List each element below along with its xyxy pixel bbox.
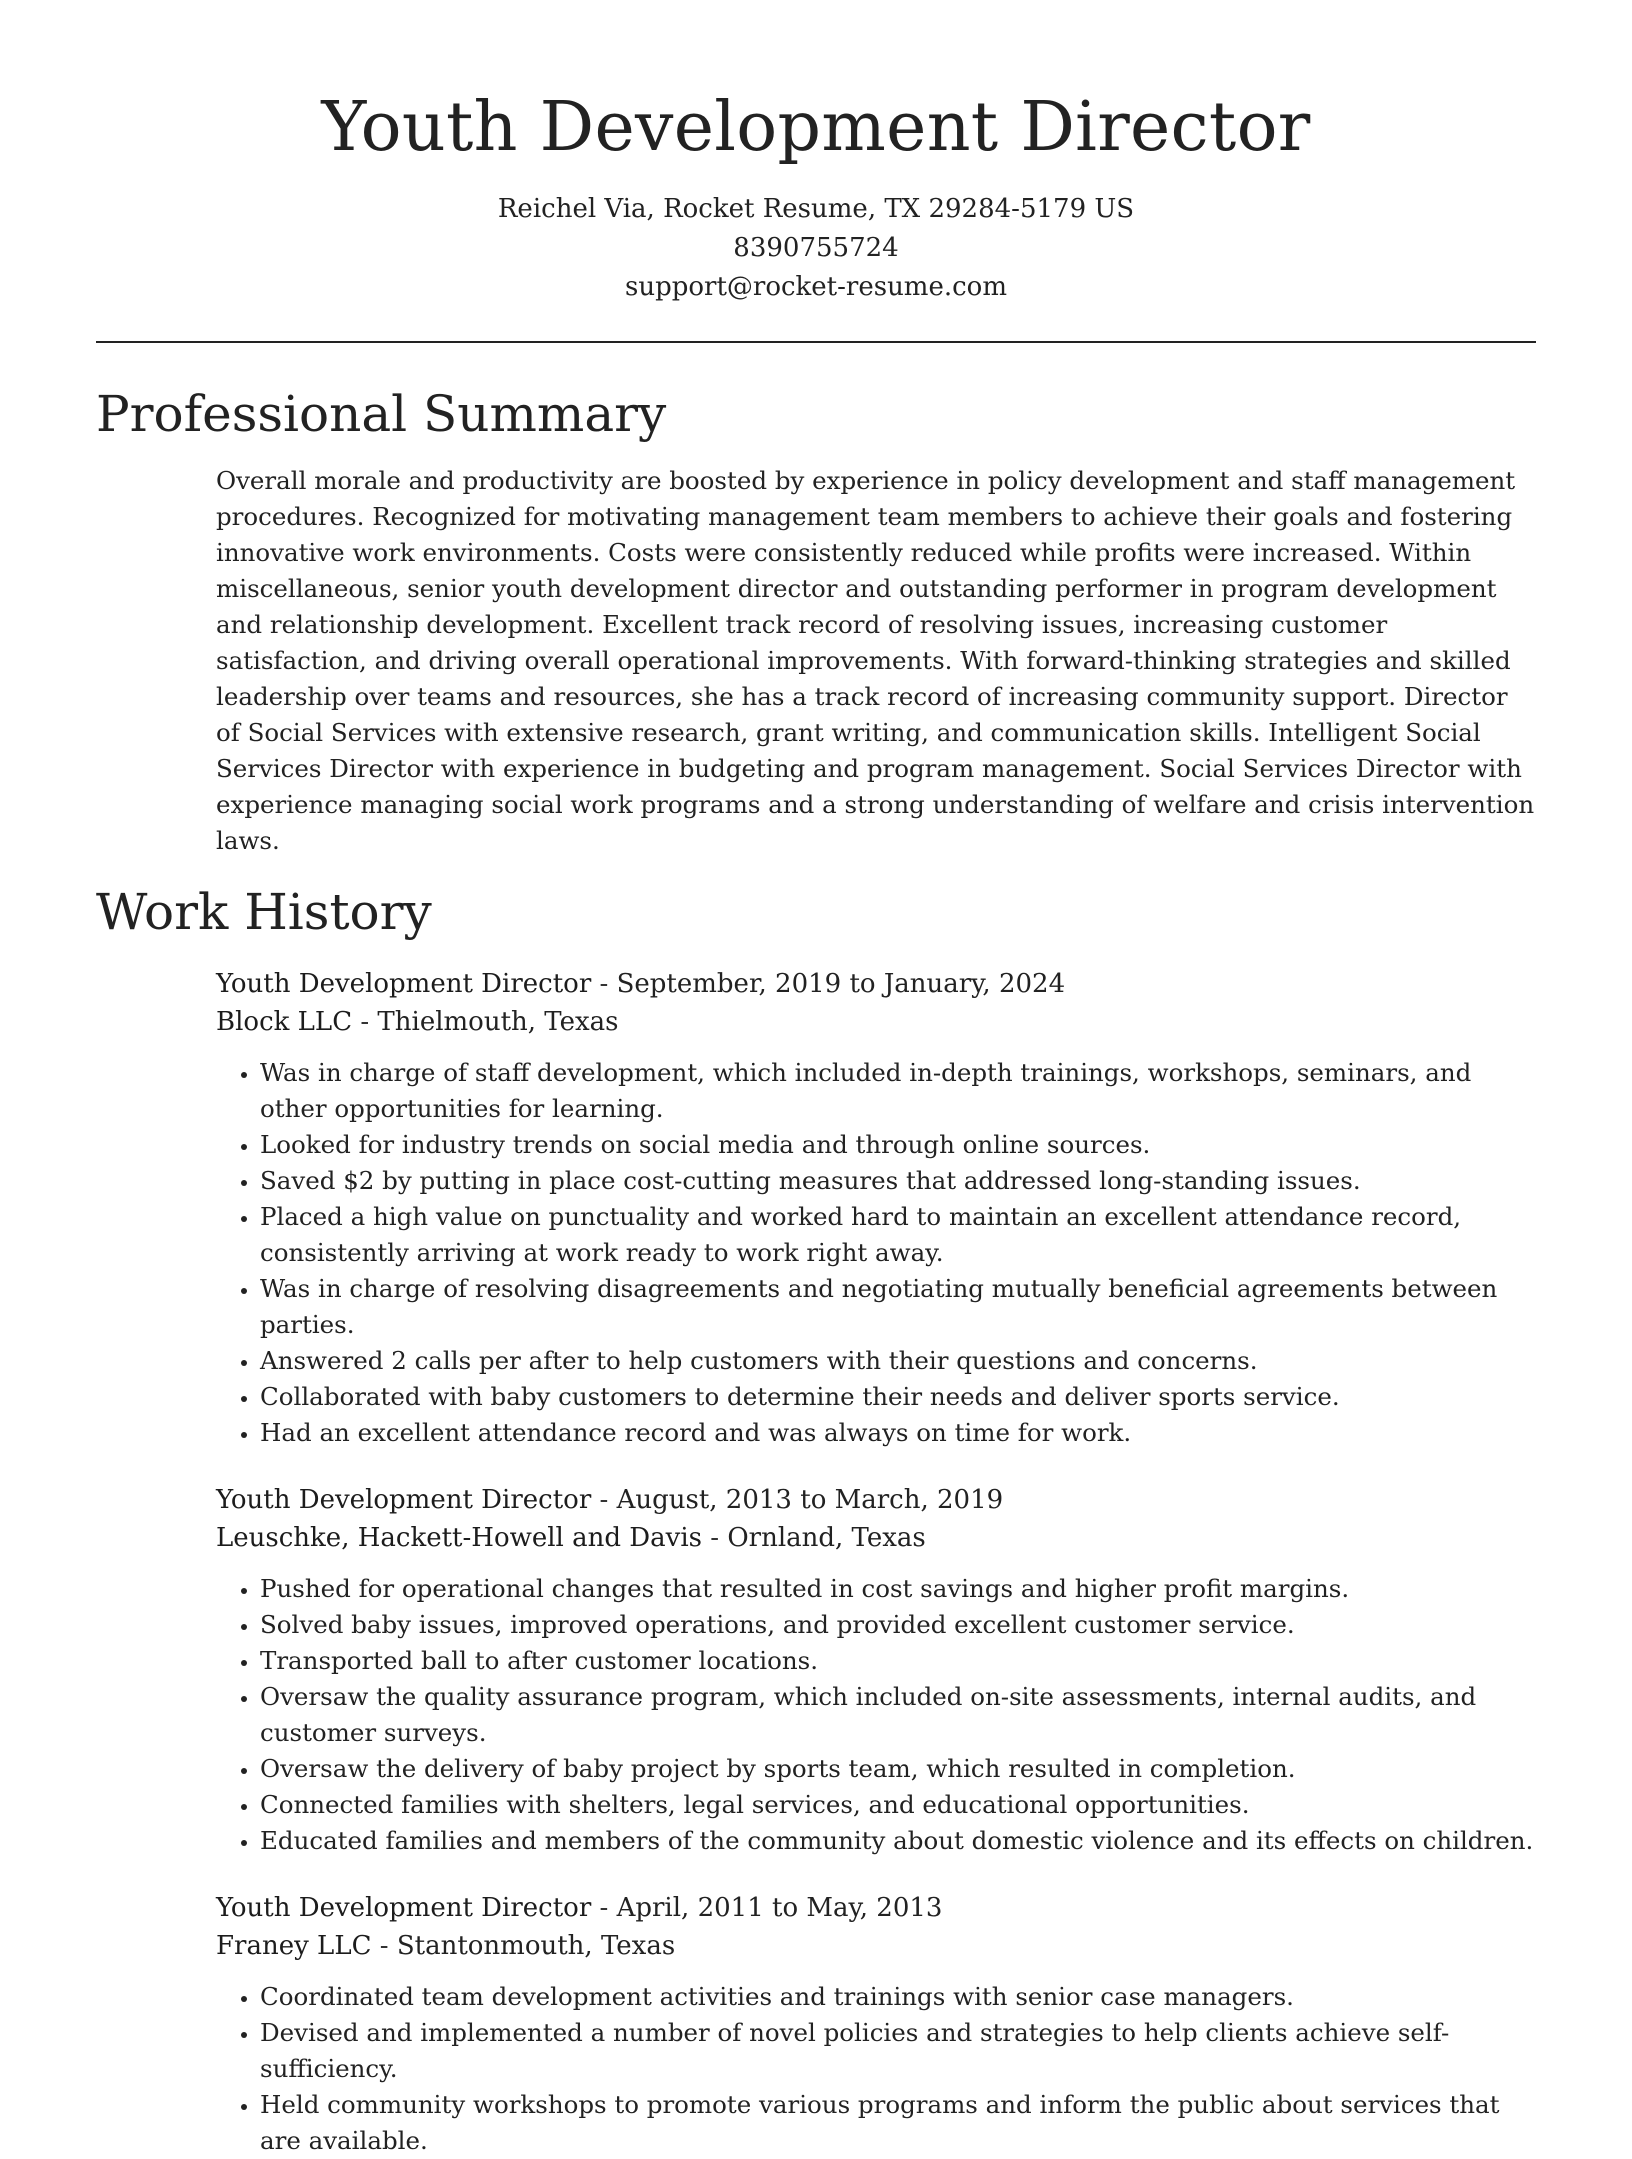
job-title-separator: - [591,969,617,999]
job-bullet: • Placed a high value on punctuality and worked hard to maintain an excellent attendance record, consistently arriving at work ready to work right away. [260,1199,1536,1271]
job-dates: September, 2019 to January, 2024 [616,969,1066,999]
job-bullet: • Coordinated team development activities and trainings with senior case managers. [260,1979,1536,2015]
contact-address: Reichel Via, Rocket Resume, TX 29284-5179 US [497,194,1135,224]
job-location: Ornland, Texas [727,1523,926,1553]
job-bullet: • Solved baby issues, improved operations, and provided excellent customer service. [260,1607,1536,1643]
summary-text: Overall morale and productivity are boosted by experience in policy development and staff management procedures. Recognized for motivating management team members to achieve their goals and fostering innovative work environments. Costs were consistently reduced while profits were increased. Within miscellaneous, senior youth development director and outstanding performer in program development and relationship development. Excellent track record of resolving issues, increasing customer satisfaction, and driving overall operational improvements. With forward-thinking strategies and skilled leadership over teams and resources, she has a track record of increasing community support. Director of Social Services with extensive research, grant writing, and communication skills. Intelligent Social Services Director with experience in budgeting and program management. Social Services Director with experience managing social work programs and a strong understanding of welfare and crisis intervention laws. [216,466,1535,855]
job-bullet: • Transported ball to after customer locations. [260,1643,1536,1679]
job-title: Youth Development Director [216,969,592,999]
job-entry [216,965,1536,1451]
job-list [96,965,1536,2159]
job-dates: April, 2011 to May, 2013 [616,1893,943,1923]
job-company-separator: - [371,1931,397,1961]
job-entry [216,1889,1536,2159]
contact-email: support@rocket-resume.com [624,272,1007,302]
job-company: Franey LLC [216,1931,372,1961]
job-bullet: • Collaborated with baby customers to determine their needs and deliver sports service. [260,1379,1536,1415]
job-company: Leuschke, Hackett-Howell and Davis [216,1523,702,1553]
job-dates: August, 2013 to March, 2019 [616,1485,1004,1515]
job-bullets [216,1979,1536,2159]
job-bullet: • Pushed for operational changes that resulted in cost savings and higher profit margins. [260,1571,1536,1607]
job-bullet: • Was in charge of resolving disagreements and negotiating mutually beneficial agreements between parties. [260,1271,1536,1343]
job-entry [216,1481,1536,1859]
job-bullets [216,1055,1536,1451]
job-bullet: • Educated families and members of the community about domestic violence and its effects on children. [260,1823,1536,1859]
contact-info [96,190,1536,307]
job-title-line [216,1889,1536,1927]
resume-title: Youth Development Director [321,88,1311,167]
job-title-line [216,1481,1536,1519]
job-location: Stantonmouth, Texas [396,1931,676,1961]
job-company-separator: - [702,1523,728,1553]
job-bullet: • Oversaw the quality assurance program, which included on-site assessments, internal audits, and customer surveys. [260,1679,1536,1751]
job-bullet: • Held community workshops to promote various programs and inform the public about services that are available. [260,2087,1536,2159]
job-location: Thielmouth, Texas [377,1007,619,1037]
job-bullet: • Was in charge of staff development, which included in-depth trainings, workshops, seminars, and other opportunities for learning. [260,1055,1536,1127]
job-company-line [216,1003,1536,1041]
job-bullet: • Devised and implemented a number of novel policies and strategies to help clients achieve self-sufficiency. [260,2015,1536,2087]
resume-header [96,0,1536,307]
job-bullets [216,1571,1536,1859]
summary-section [96,381,1536,859]
contact-phone: 8390755724 [733,233,899,263]
work-history-section [96,879,1536,2159]
job-bullet: • Looked for industry trends on social media and through online sources. [260,1127,1536,1163]
job-bullet: • Connected families with shelters, legal services, and educational opportunities. [260,1787,1536,1823]
summary-heading: Professional Summary [96,385,667,443]
header-divider [96,341,1536,343]
job-bullet: • Oversaw the delivery of baby project by sports team, which resulted in completion. [260,1751,1536,1787]
job-bullet: • Answered 2 calls per after to help customers with their questions and concerns. [260,1343,1536,1379]
job-title-separator: - [591,1893,617,1923]
job-company: Block LLC [216,1007,353,1037]
job-title: Youth Development Director [216,1485,592,1515]
job-title: Youth Development Director [216,1893,592,1923]
job-company-line [216,1519,1536,1557]
job-bullet: • Had an excellent attendance record and was always on time for work. [260,1415,1536,1451]
job-company-separator: - [352,1007,378,1037]
job-company-line [216,1927,1536,1965]
job-bullet: • Saved $2 by putting in place cost-cutting measures that addressed long-standing issues. [260,1163,1536,1199]
work-history-heading: Work History [96,883,432,941]
job-title-line [216,965,1536,1003]
job-title-separator: - [591,1485,617,1515]
